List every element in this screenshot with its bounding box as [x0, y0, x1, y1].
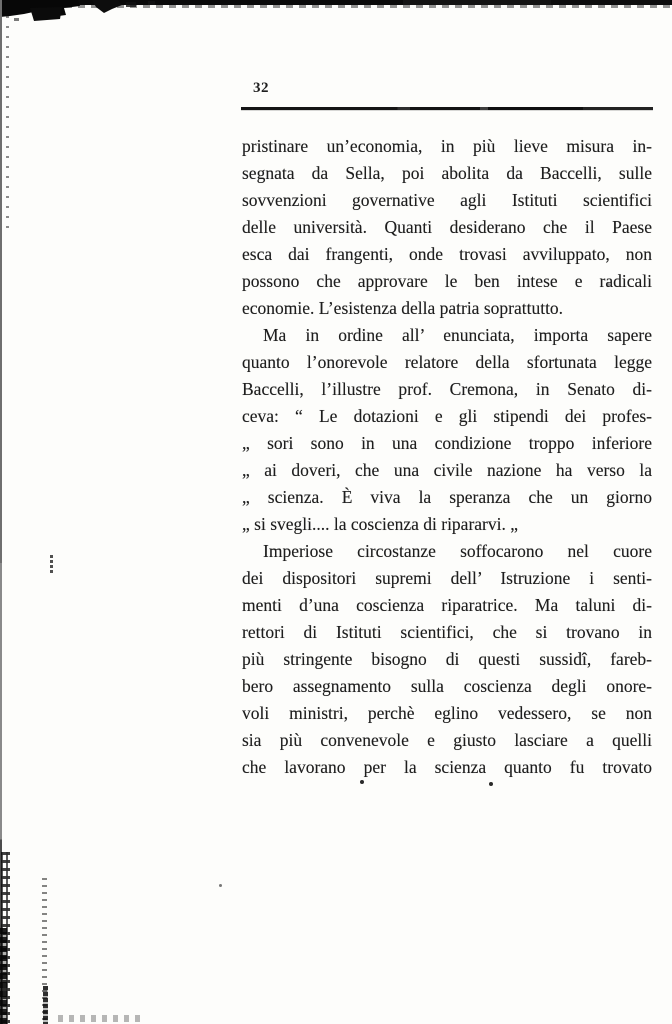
text-line: che lavorano per la scienza quanto fu trovato [242, 757, 652, 777]
scan-noise-left-bottom [1, 852, 10, 1024]
text-line: Baccelli, l’illustre prof. Cremona, in Senato di- [242, 379, 652, 399]
scan-noise-streak-dense [43, 986, 48, 1024]
scan-edge-left-line [0, 0, 2, 1024]
text-line: esca dai frangenti, onde trovasi avviluppato, non [242, 244, 652, 264]
body-text [242, 133, 652, 781]
scan-noise-streak-bottom [42, 878, 47, 1024]
text-line: economie. L’esistenza della patria soprattutto. [242, 298, 564, 318]
header-rule [241, 107, 653, 110]
scan-noise-left-upper [6, 16, 9, 228]
text-line: voli ministri, perchè eglino vedessero, se non [242, 703, 652, 723]
page-number: 32 [253, 80, 269, 96]
scan-noise-bottom-smudge [58, 1015, 142, 1022]
binding-smudge-top-left-icon [0, 0, 190, 32]
text-line: sovvenzioni governative agli Istituti scientifici [242, 190, 652, 210]
text-line: possono che approvare le ben intese e radicali [242, 271, 652, 291]
scan-noise-left-middle [50, 555, 53, 575]
text-line: bero assegnamento sulla coscienza degli onore- [242, 676, 652, 696]
text-line: segnata da Sella, poi abolita da Baccelli, sulle [242, 163, 652, 183]
text-line: quanto l’onorevole relatore della sfortunata legge [242, 352, 652, 372]
text-line: sia più convenevole e giusto lasciare a quelli [242, 730, 652, 750]
text-line: Imperiose circostanze soffocarono nel cuore [263, 541, 652, 561]
text-line: „ ai doveri, che una civile nazione ha verso la [242, 460, 652, 480]
scan-speck [489, 782, 493, 786]
text-line: ceva: “ Le dotazioni e gli stipendi dei profes- [242, 406, 652, 426]
text-line: „ sori sono in una condizione troppo inferiore [242, 433, 652, 453]
text-line: „ si svegli.... la coscienza di ripararvi. „ [242, 514, 519, 534]
text-line: rettori di Istituti scientifici, che si trovano in [242, 622, 652, 642]
text-line: „ scienza. È viva la speranza che un giorno [242, 487, 652, 507]
text-line: pristinare un’economia, in più lieve misura in- [242, 136, 652, 156]
scan-speck [219, 884, 222, 887]
text-line: dei dispositori supremi dell’ Istruzione i senti- [242, 568, 652, 588]
text-line: più stringente bisogno di questi sussidî, fareb- [242, 649, 652, 669]
text-line: Ma in ordine all’ enunciata, importa sapere [263, 325, 652, 345]
text-line: delle università. Quanti desiderano che il Paese [242, 217, 652, 237]
text-line: menti d’una coscienza riparatrice. Ma taluni di- [242, 595, 652, 615]
